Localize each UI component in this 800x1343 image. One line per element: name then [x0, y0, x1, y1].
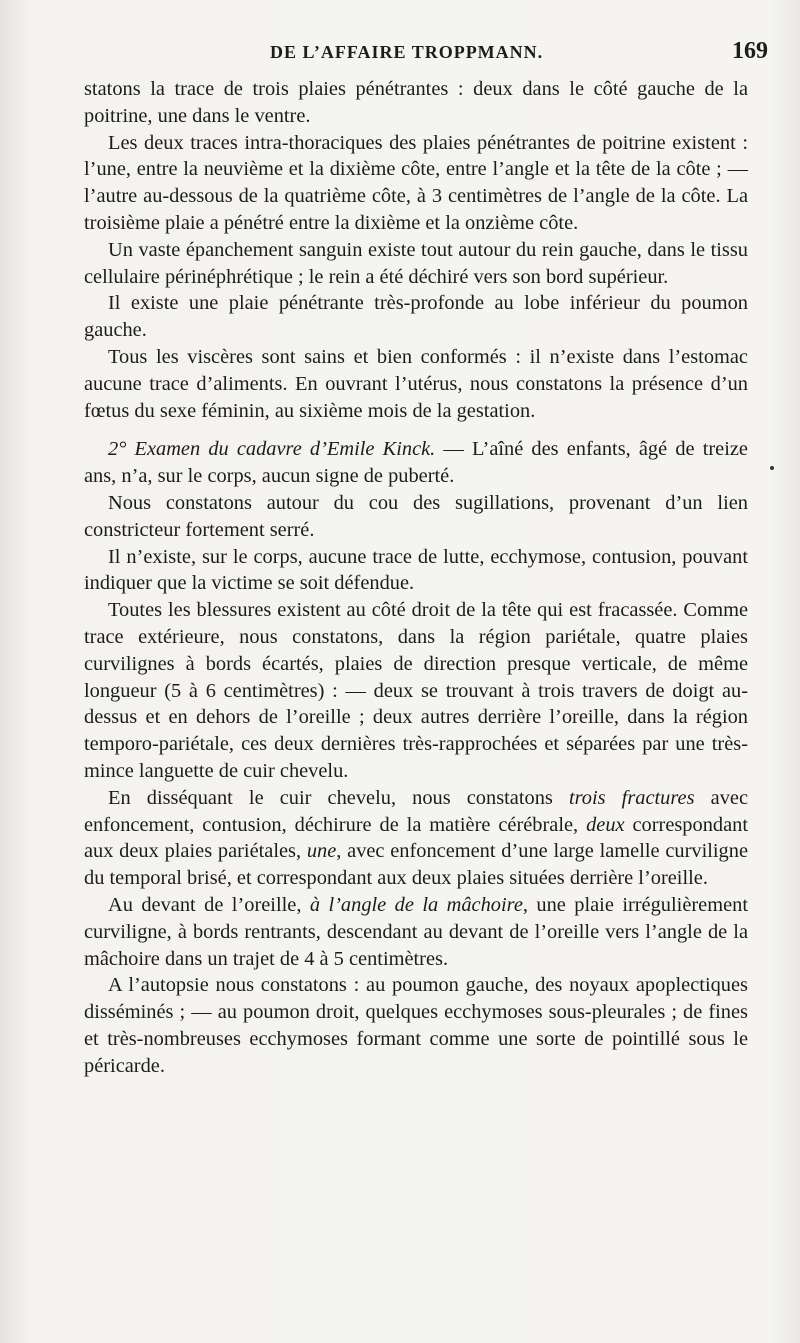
italic-run: trois fractures — [568, 786, 695, 809]
italic-run: à l’angle de la mâchoire — [309, 893, 523, 916]
ink-dot — [770, 466, 774, 470]
body-text — [84, 76, 748, 1079]
paragraph: statons la trace de trois plaies pénétrantes : deux dans le côté gauche de la poitrine, une dans le ventre. — [84, 78, 748, 127]
text-run: En disséquant le cuir chevelu, nous constatons — [108, 786, 569, 809]
paragraph: Toutes les blessures existent au côté droit de la tête qui est fracassée. Comme trace extérieure, nous constatons, dans la région pariétale, quatre plaies curvilignes à bords écartés, plaies de direction presque verticale, de même longueur (5 à 6 centimètres) : — deux se trouvant à trois travers de doigt au-dessus et en dehors de l’oreille ; deux autres derrière l’oreille, dans la région temporo-pariétale, ces deux dernières très-rapprochées et séparées par une très-mince languette de cuir chevelu. — [84, 599, 748, 782]
section-heading: 2° Examen du cadavre d’Emile Kinck. — [108, 438, 436, 461]
page-number: 169 — [732, 38, 768, 64]
paragraph: Il existe une plaie pénétrante très-profonde au lobe inférieur du poumon gauche. — [84, 292, 748, 342]
paragraph: A l’autopsie nous constatons : au poumon gauche, des noyaux apoplectiques disséminés ; — au poumon droit, quelques ecchymoses sous-pleurales ; de fines et très-nombreuses ecchymoses formant comme une sorte de pointillé sous le péricarde. — [84, 974, 748, 1077]
paragraph: Un vaste épanchement sanguin existe tout autour du rein gauche, dans le tissu cellulaire périnéphrétique ; le rein a été déchiré vers son bord supérieur. — [84, 238, 748, 288]
text-run: Au devant de l’oreille, — [108, 893, 310, 916]
italic-run: une — [306, 840, 337, 863]
italic-run: deux — [586, 813, 625, 836]
running-title: DE L’AFFAIRE TROPPMANN. — [270, 42, 544, 62]
paragraph-fractures — [84, 785, 748, 892]
section-heading-rest: — L’aîné des enfants, âgé de treize ans, n’a, sur le corps, aucun signe de puberté. — [84, 438, 748, 488]
text-run: correspondant aux deux plaies pariétales, — [84, 813, 748, 863]
text-run: , avec enfoncement d’une large lamelle curviligne du temporal brisé, et correspondant aux deux plaies situées derrière l’oreille. — [84, 840, 748, 890]
paragraph-oreille — [84, 892, 748, 972]
paragraph: Nous constatons autour du cou des sugillations, provenant d’un lien constricteur fortement serré. — [84, 491, 748, 541]
section-heading-paragraph — [84, 436, 748, 490]
text-run: avec enfoncement, contusion, déchirure de la matière cérébrale, — [84, 786, 748, 836]
page-header — [80, 38, 768, 70]
text-run: , une plaie irrégulièrement curviligne, à bords rentrants, descendant au devant de l’oreille vers l’angle de la mâchoire dans un trajet de 4 à 5 centimètres. — [84, 893, 748, 970]
paragraph: Il n’existe, sur le corps, aucune trace de lutte, ecchymose, contusion, pouvant indiquer que la victime se soit défendue. — [84, 545, 748, 595]
paragraph: Tous les viscères sont sains et bien conformés : il n’existe dans l’estomac aucune trace d’aliments. En ouvrant l’utérus, nous constatons la présence d’un fœtus du sexe féminin, au sixième mois de la gestation. — [84, 345, 748, 422]
paragraph: Les deux traces intra-thoraciques des plaies pénétrantes de poitrine existent : l’une, entre la neuvième et la dixième côte, entre l’angle et la tête de la côte ; — l’autre au-dessous de la quatrième côte, à 3 centimètres de l’angle de la côte. La troisième plaie a pénétré entre la dixième et la onzième côte. — [84, 131, 748, 234]
